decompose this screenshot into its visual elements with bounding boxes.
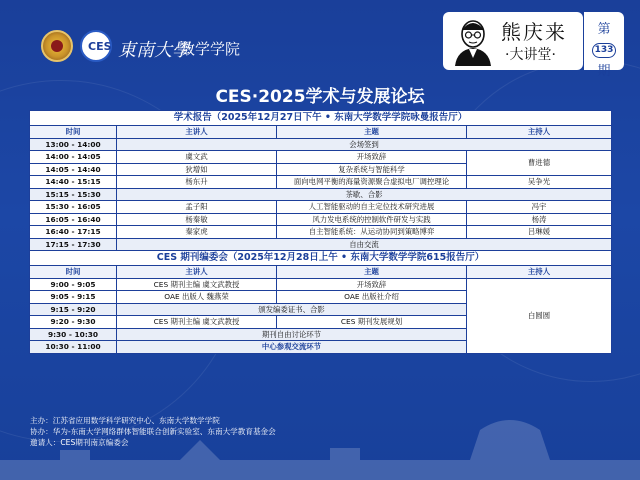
row-topic: 期刊自由讨论环节 — [117, 328, 467, 341]
lecturer-portrait — [451, 16, 495, 66]
row-time: 9:15 - 9:20 — [30, 303, 117, 316]
lecture-name: 熊庆来 — [501, 20, 567, 44]
row-speaker: CES 期刊主编 虞文武教授 — [117, 316, 277, 329]
table-row — [30, 213, 612, 226]
university-name: 東南大學 — [118, 40, 190, 61]
row-time: 13:00 - 14:00 — [30, 138, 117, 151]
column-header-time: 时间 — [30, 126, 117, 139]
row-time: 15:30 - 16:05 — [30, 201, 117, 214]
column-header-speaker: 主讲人 — [117, 266, 277, 279]
row-speaker: 秦家虎 — [117, 226, 277, 239]
row-time: 10:30 - 11:00 — [30, 341, 117, 354]
row-speaker: 狄增如 — [117, 163, 277, 176]
row-speaker: 杨东升 — [117, 176, 277, 189]
row-host: 白圆圆 — [467, 278, 612, 353]
table-row — [30, 238, 612, 251]
row-time: 9:05 - 9:15 — [30, 291, 117, 304]
co-organizer-line: 协办：华为-东南大学网络群体智能联合创新实验室、东南大学教育基金会 — [30, 427, 276, 436]
table-row — [30, 201, 612, 214]
row-topic: 风力发电系统的控制软件研发与实践 — [277, 213, 467, 226]
page-title: CES·2025学术与发展论坛 — [215, 87, 425, 107]
column-header-host: 主持人 — [467, 266, 612, 279]
row-topic: 人工智能驱动的自主定位技术研究进展 — [277, 201, 467, 214]
row-host: 曹进德 — [467, 151, 612, 176]
row-topic: 复杂系统与智能科学 — [277, 163, 467, 176]
section-heading: 学术报告（2025年12月27日下午 • 东南大学数学学院咏曼报告厅） — [30, 111, 612, 126]
table-row — [30, 176, 612, 189]
math-school-logo: CES — [80, 30, 112, 62]
row-speaker: CES 期刊主编 虞文武教授 — [117, 278, 277, 291]
table-row — [30, 188, 612, 201]
column-header-time: 时间 — [30, 266, 117, 279]
row-topic: 会场签到 — [117, 138, 612, 151]
row-topic: 自由交流 — [117, 238, 612, 251]
row-topic: 自主智能系统：从运动协同到策略博弈 — [277, 226, 467, 239]
row-topic: 开场致辞 — [277, 151, 467, 164]
schedule-table — [29, 110, 612, 354]
row-topic: 开场致辞 — [277, 278, 467, 291]
issue-number: 133 — [592, 43, 616, 58]
column-header-speaker: 主讲人 — [117, 126, 277, 139]
issue-badge — [584, 12, 624, 79]
row-topic: OAE 出版社介绍 — [277, 291, 467, 304]
row-topic: 茶歇、合影 — [117, 188, 612, 201]
university-seal-logo — [41, 30, 73, 62]
row-host: 吴争光 — [467, 176, 612, 189]
section-heading: CES 期刊编委会（2025年12月28日上午 • 东南大学数学学院615报告厅） — [30, 251, 612, 266]
table-row — [30, 138, 612, 151]
row-host: 吕琳媛 — [467, 226, 612, 239]
row-host: 冯宇 — [467, 201, 612, 214]
column-header-topic: 主题 — [277, 266, 467, 279]
organizer-line: 主办：江苏省应用数学科学研究中心、东南大学数学学院 — [30, 416, 220, 425]
row-time: 14:00 - 14:05 — [30, 151, 117, 164]
issue-suffix: 期 — [597, 64, 611, 79]
table-row — [30, 278, 612, 291]
lecture-subtitle: ·大讲堂· — [505, 47, 556, 63]
row-time: 15:15 - 15:30 — [30, 188, 117, 201]
lecture-series-badge — [443, 12, 583, 70]
row-topic: 面向电网平衡的海量资源聚合虚拟电厂调控理论 — [277, 176, 467, 189]
row-speaker: 杨秦敏 — [117, 213, 277, 226]
row-topic: CES 期刊发展规划 — [277, 316, 467, 329]
row-time: 9:00 - 9:05 — [30, 278, 117, 291]
row-time: 16:05 - 16:40 — [30, 213, 117, 226]
row-time: 14:05 - 14:40 — [30, 163, 117, 176]
column-header-host: 主持人 — [467, 126, 612, 139]
row-time: 9:30 - 10:30 — [30, 328, 117, 341]
school-name: 数学学院 — [180, 40, 241, 58]
footer — [30, 415, 276, 448]
issue-prefix: 第 — [597, 22, 611, 37]
table-row — [30, 226, 612, 239]
row-time: 9:20 - 9:30 — [30, 316, 117, 329]
row-topic: 颁发编委证书、合影 — [117, 303, 467, 316]
row-host: 杨涛 — [467, 213, 612, 226]
row-speaker: 孟子阳 — [117, 201, 277, 214]
row-time: 17:15 - 17:30 — [30, 238, 117, 251]
header — [0, 0, 640, 79]
row-speaker: 虞文武 — [117, 151, 277, 164]
invited-by-line: 邀请人：CES期刊南京编委会 — [30, 438, 129, 447]
row-time: 14:40 - 15:15 — [30, 176, 117, 189]
column-header-topic: 主题 — [277, 126, 467, 139]
row-speaker: OAE 出版人 魏燕荣 — [117, 291, 277, 304]
row-time: 16:40 - 17:15 — [30, 226, 117, 239]
table-row — [30, 151, 612, 164]
row-topic: 中心参观交流环节 — [117, 341, 467, 354]
